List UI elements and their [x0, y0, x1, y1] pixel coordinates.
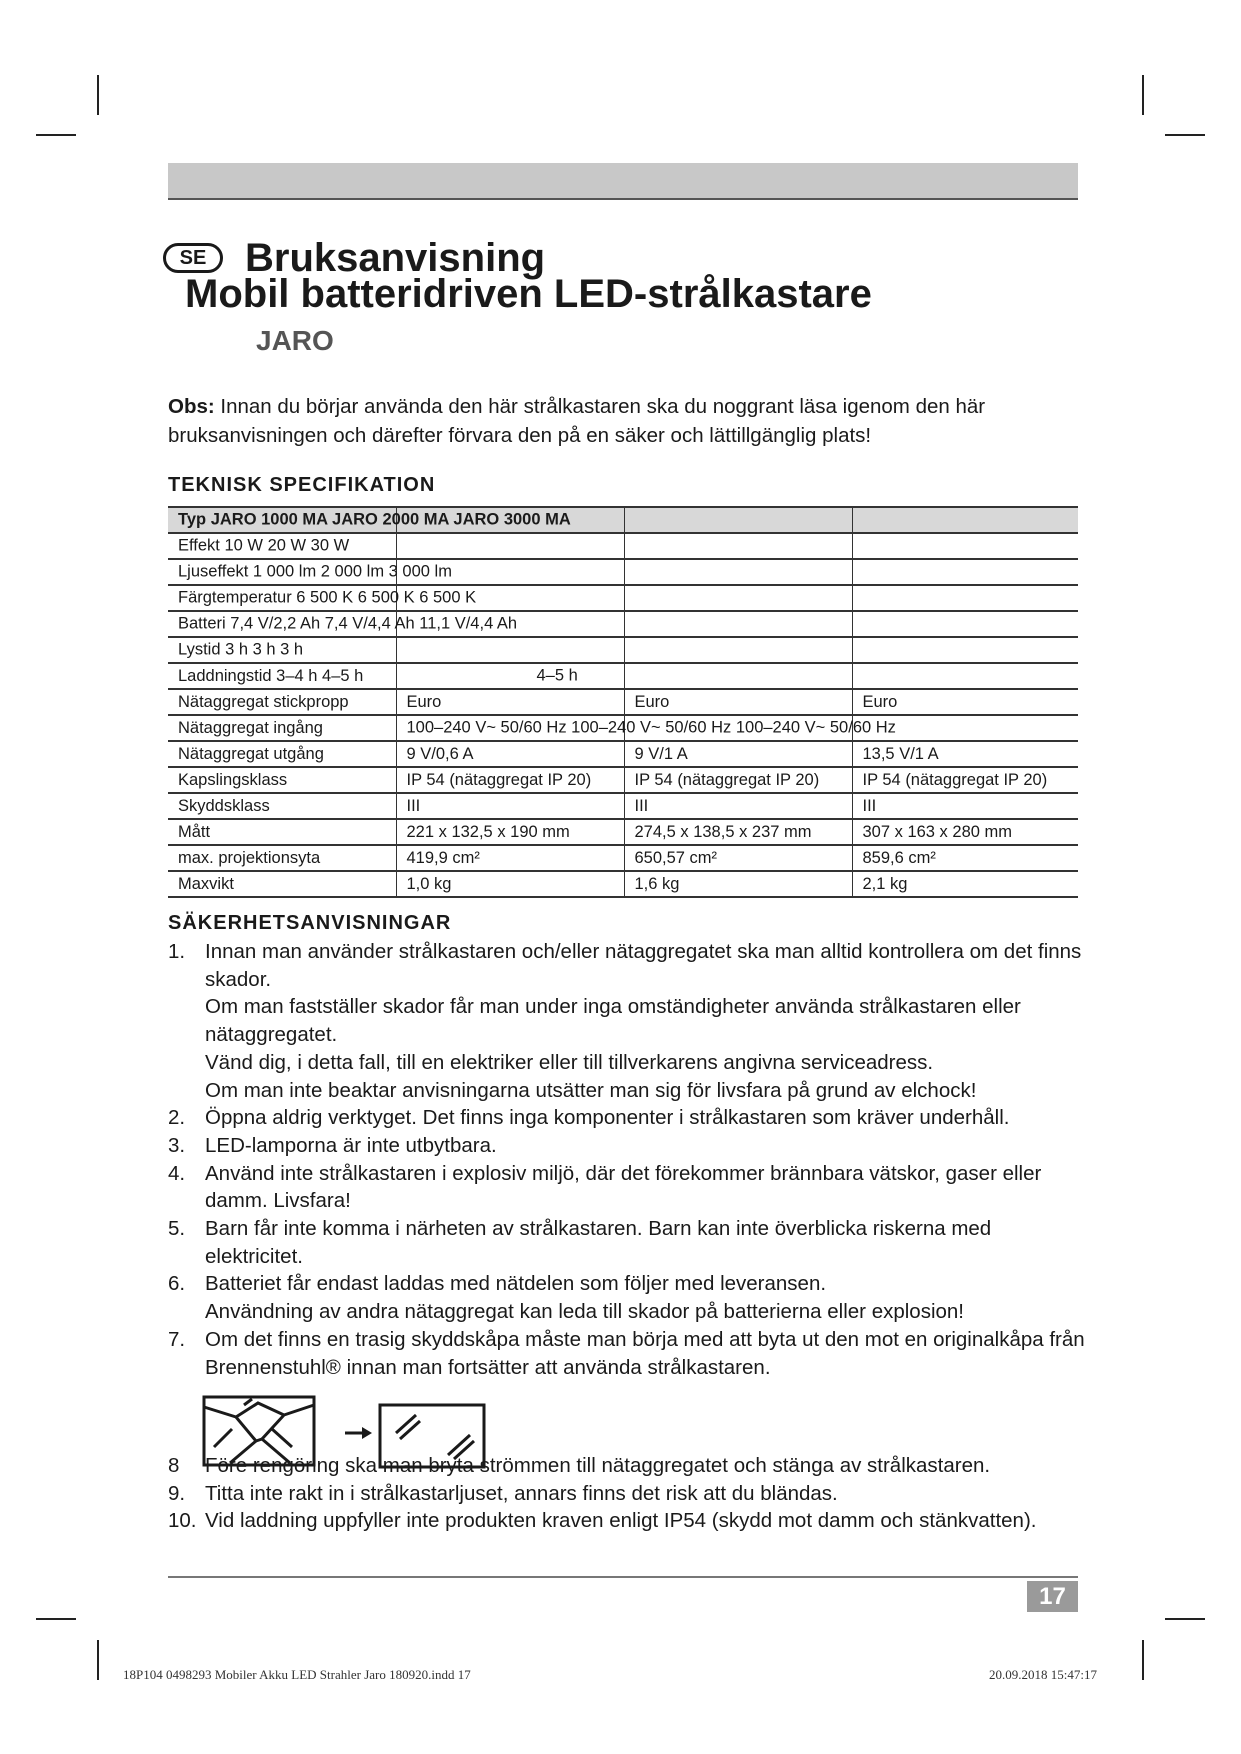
crop-mark: [97, 1640, 99, 1680]
list-item: 7. Om det finns en trasig skyddskåpa måste man börja med att byta ut den mot en originalkåpa från Brennenstuhl® innan man fortsätter att använda strålkastaren.: [168, 1327, 1085, 1379]
crop-mark: [97, 75, 99, 115]
safety-list-continued: [168, 1452, 1088, 1535]
table-cell: 13,5 V/1 A: [852, 741, 1078, 767]
table-cell: 4–5 h: [536, 666, 578, 685]
table-cell: Euro: [624, 689, 852, 715]
table-cell: Nätaggregat stickpropp: [168, 689, 396, 715]
table-cell: 419,9 cm²: [396, 845, 624, 871]
safety-heading: SÄKERHETSANVISNINGAR: [168, 912, 452, 934]
table-cell: Nätaggregat ingång: [168, 715, 396, 741]
list-item: 6. Batteriet får endast laddas med nätdelen som följer med leveransen. Användning av andra nätaggregat kan leda till skador på batterierna eller explosion!: [168, 1272, 965, 1324]
table-cell: 1,6 kg: [624, 871, 852, 897]
table-row: [168, 533, 1078, 559]
notice-paragraph: [168, 392, 1078, 450]
crop-mark: [1165, 134, 1205, 136]
spec-heading: TEKNISK SPECIFIKATION: [168, 474, 436, 496]
language-badge: SE: [163, 243, 223, 273]
crop-mark: [1165, 1618, 1205, 1620]
table-cell: IP 54 (nätaggregat IP 20): [624, 767, 852, 793]
table-row: [168, 507, 1078, 533]
table-cell: Lystid 3 h 3 h 3 h: [178, 640, 304, 659]
table-cell: III: [852, 793, 1078, 819]
crop-mark: [1142, 75, 1144, 115]
table-cell: Effekt 10 W 20 W 30 W: [178, 536, 350, 555]
table-cell: max. projektionsyta: [168, 845, 396, 871]
table-row: [168, 663, 1078, 689]
model-name: JARO: [256, 325, 334, 356]
page-number: 17: [1027, 1581, 1078, 1612]
table-row: [168, 819, 1078, 845]
spec-table: [168, 506, 1078, 898]
table-row: [168, 871, 1078, 897]
list-item: 9. Titta inte rakt in i strålkastarljuset, annars finns det risk att du bländas.: [168, 1481, 838, 1505]
table-cell: III: [396, 793, 624, 819]
notice-text: Innan du börjar använda den här strålkastaren ska du noggrant läsa igenom den här bruksanvisningen och därefter förvara den på en säker och lättillgänglig plats!: [168, 395, 986, 447]
table-row: [168, 559, 1078, 585]
table-row: [168, 767, 1078, 793]
table-cell: Kapslingsklass: [168, 767, 396, 793]
table-cell: Maxvikt: [168, 871, 396, 897]
table-cell: 9 V/1 A: [624, 741, 852, 767]
page-title: Bruksanvisning: [245, 235, 546, 280]
table-cell: [168, 507, 571, 533]
table-row: [168, 611, 1078, 637]
table-row: [168, 715, 1078, 741]
table-cell: 650,57 cm²: [624, 845, 852, 871]
table-cell: 274,5 x 138,5 x 237 mm: [624, 819, 852, 845]
table-cell: Euro: [396, 689, 624, 715]
list-item: 5. Barn får inte komma i närheten av strålkastaren. Barn kan inte överblicka riskerna med elektricitet.: [168, 1217, 992, 1268]
list-item: 3. LED-lamporna är inte utbytbara.: [168, 1133, 497, 1157]
table-cell: Färgtemperatur 6 500 K 6 500 K 6 500 K: [178, 588, 477, 607]
list-item: 4. Använd inte strålkastaren i explosiv miljö, där det förekommer brännbara vätskor, gaser eller damm. Livsfara!: [168, 1161, 1042, 1213]
table-cell: III: [624, 793, 852, 819]
table-cell: Skyddsklass: [168, 793, 396, 819]
list-item: 2. Öppna aldrig verktyget. Det finns inga komponenter i strålkastaren som kräver underhåll.: [168, 1106, 1010, 1130]
table-cell: 2,1 kg: [852, 871, 1078, 897]
table-cell: Ljuseffekt 1 000 lm 2 000 lm 3 000 lm: [178, 562, 452, 581]
table-row: [168, 585, 1078, 611]
table-cell: 307 x 163 x 280 mm: [852, 819, 1078, 845]
spec-header-text: Typ JARO 1000 MA JARO 2000 MA JARO 3000 MA: [178, 510, 571, 529]
list-item: 1. Innan man använder strålkastaren och/eller nätaggregatet ska man alltid kontrollera om det finns skador. Om man fastställer skador får man under inga omständigheter använda strålkastaren eller nätaggregatet. Vänd dig, i detta fall, till en elektriker eller till tillverkarens angivna serviceadress. Om man inte beaktar anvisningarna utsätter man sig för livsfara på grund av elchock!: [168, 940, 1082, 1102]
table-row: [168, 793, 1078, 819]
table-cell: Nätaggregat utgång: [168, 741, 396, 767]
table-cell: 100–240 V~ 50/60 Hz 100–240 V~ 50/60 Hz 100–240 V~ 50/60 Hz: [406, 718, 896, 737]
table-row: [168, 845, 1078, 871]
table-row: [168, 741, 1078, 767]
table-cell: Batteri 7,4 V/2,2 Ah 7,4 V/4,4 Ah 11,1 V/4,4 Ah: [178, 614, 518, 633]
table-cell: 221 x 132,5 x 190 mm: [396, 819, 624, 845]
print-slug-file: 18P104 0498293 Mobiler Akku LED Strahler Jaro 180920.indd 17: [123, 1667, 471, 1682]
list-item: 8 Före rengöring ska man bryta strömmen till nätaggregatet och stänga av strålkastaren.: [168, 1454, 991, 1477]
table-cell: IP 54 (nätaggregat IP 20): [852, 767, 1078, 793]
table-row: [168, 637, 1078, 663]
table-cell: Laddningstid 3–4 h 4–5 h: [168, 663, 396, 689]
product-title: Mobil batteridriven LED-strålkastare: [185, 272, 872, 316]
crop-mark: [1142, 1640, 1144, 1680]
footer-rule: [168, 1576, 1078, 1578]
print-slug-date: 20.09.2018 15:47:17: [989, 1667, 1097, 1682]
table-cell: 859,6 cm²: [852, 845, 1078, 871]
list-item: 10. Vid laddning uppfyller inte produkten kraven enligt IP54 (skydd mot damm och stänkvatten).: [168, 1509, 1037, 1533]
table-cell: Mått: [168, 819, 396, 845]
arrow-right-icon: [345, 1427, 372, 1439]
crop-mark: [36, 134, 76, 136]
table-cell: 1,0 kg: [396, 871, 624, 897]
table-row: [168, 689, 1078, 715]
header-band: [168, 163, 1078, 200]
table-cell: IP 54 (nätaggregat IP 20): [396, 767, 624, 793]
table-cell: 9 V/0,6 A: [396, 741, 624, 767]
table-cell: Euro: [852, 689, 1078, 715]
notice-label: Obs:: [168, 395, 215, 418]
crop-mark: [36, 1618, 76, 1620]
safety-list: [168, 938, 1088, 1381]
